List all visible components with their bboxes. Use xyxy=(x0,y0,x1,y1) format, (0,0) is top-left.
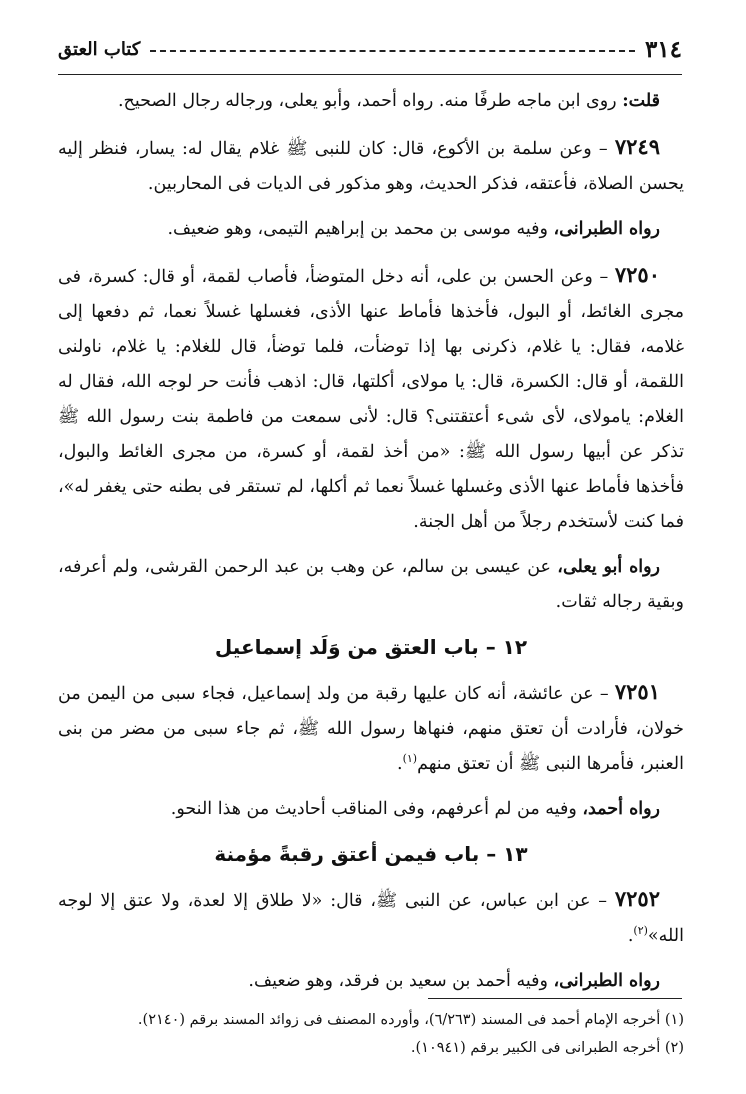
source-text: وفيه أحمد بن سعيد بن فرقد، وهو ضعيف. xyxy=(248,971,554,991)
source-text: وفيه موسى بن محمد بن إبراهيم التيمى، وهو ضعيف. xyxy=(167,219,554,239)
hadith-end: . xyxy=(627,926,634,946)
hadith-7250-source xyxy=(58,550,684,620)
footnote-ref: (٢) xyxy=(633,924,648,938)
footnote-ref: (١) xyxy=(402,752,418,766)
chapter-heading-13: ١٣ – باب فيمن أعتق رقبةً مؤمنة xyxy=(214,842,528,866)
intro-text: روى ابن ماجه طرفًا منه. رواه أحمد، وأبو يعلى، ورجاله رجال الصحيح. xyxy=(117,91,623,111)
footnote-rule xyxy=(428,998,682,999)
chapter-heading-12: ١٢ – باب العتق من وَلَد إسماعيل xyxy=(214,635,528,659)
hadith-7251-source xyxy=(58,792,684,827)
hadith-end: . xyxy=(396,754,403,774)
main-text xyxy=(58,84,684,1009)
source-label: رواه الطبرانى، xyxy=(553,219,660,239)
footnotes xyxy=(58,1006,684,1062)
hadith-text: – عن ابن عباس، عن النبى ﷺ، قال: «لا طلاق إلا لعدة، ولا عتق إلا لوجه الله» xyxy=(58,891,684,946)
hadith-7249 xyxy=(58,129,684,202)
hadith-text: – وعن الحسن بن على، أنه دخل المتوضأ، فأصاب لقمة، أو قال: كسرة، فى مجرى الغائط، أو البول، فأخذها فأماط عنها الأذى، فغسلها غسلاً نعما، ثم دفعها إلى غلامه، فقال: يا غلام، ذكرنى بها إذا توضأت، فلما توضأ، قال للغلام: يا غلام، ناولنى اللقمة، أو قال: الكسرة، قال: يا مولاى، أكلتها، قال: اذهب فأنت حر لوجه الله، فقال له الغلام: يامولاى، لأى شىء أعتقتنى؟ قال: لأنى سمعت من فاطمة بنت رسول الله ﷺ تذكر عن أبيها رسول الله ﷺ: «من أخذ لقمة، أو كسرة، من مجرى الغائط والبول، فأخذها فأماط عنها الأذى وغسلها غسلاً نعما ثم أكلها، لم تستقر فى بطنه حتى يغفر له»، فما كنت لأستخدم رجلاً من أهل الجنة. xyxy=(58,267,684,532)
hadith-text: – وعن سلمة بن الأكوع، قال: كان للنبى ﷺ غلام يقال له: يسار، فنظر إليه يحسن الصلاة، فأعتقه، فذكر الحديث، وهو مذكور فى الديات فى المحاربين. xyxy=(58,139,684,194)
hadith-7249-source xyxy=(58,212,684,247)
hadith-7252-source xyxy=(58,964,684,999)
hadith-number: ٧٢٤٩ xyxy=(614,134,660,159)
source-text: وفيه من لم أعرفهم، وفى المناقب أحاديث من هذا النحو. xyxy=(170,799,583,819)
hadith-text: – عن عائشة، أنه كان عليها رقبة من ولد إسماعيل، فجاء سبى من اليمن من خولان، فأرادت أن تعتق منهم، فنهاها رسول الله ﷺ، ثم جاء سبى من مضر من بنى العنبر، فأمرها النبى ﷺ أن تعتق منهم xyxy=(58,684,684,774)
intro-label: قلت: xyxy=(622,91,660,111)
source-text: عن عيسى بن سالم، عن وهب بن عبد الرحمن القرشى، ولم أعرفه، وبقية رجاله ثقات. xyxy=(58,557,684,612)
header-dashes xyxy=(150,50,635,52)
book-title: كتاب العتق xyxy=(58,39,141,60)
intro-paragraph xyxy=(58,84,684,119)
hadith-7252 xyxy=(58,881,684,954)
footnote-2: (٢) أخرجه الطبرانى فى الكبير برقم (١٠٩٤١). xyxy=(410,1040,684,1056)
page-header xyxy=(58,36,682,72)
footnote-1: (١) أخرجه الإمام أحمد فى المسند (٦/٢٦٣)، وأورده المصنف فى زوائد المسند برقم (٢١٤٠). xyxy=(137,1012,684,1028)
page-number: ٣١٤ xyxy=(644,36,682,63)
header-rule xyxy=(58,74,682,75)
hadith-number: ٧٢٥٢ xyxy=(614,886,660,911)
hadith-number: ٧٢٥٠ xyxy=(614,262,660,287)
hadith-7251 xyxy=(58,674,684,782)
hadith-number: ٧٢٥١ xyxy=(614,679,660,704)
source-label: رواه أبو يعلى، xyxy=(557,557,660,577)
hadith-7250 xyxy=(58,257,684,540)
source-label: رواه أحمد، xyxy=(582,799,660,819)
source-label: رواه الطبرانى، xyxy=(553,971,660,991)
